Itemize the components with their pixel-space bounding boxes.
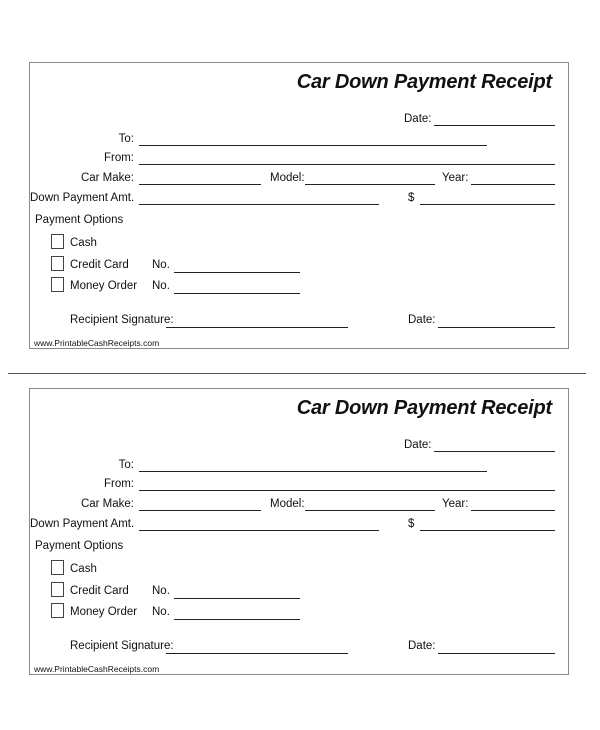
- cash-checkbox[interactable]: [51, 560, 64, 575]
- to-label: To:: [118, 459, 134, 471]
- to-field[interactable]: [139, 145, 487, 146]
- model-field[interactable]: [305, 510, 435, 511]
- down-payment-label: Down Payment Amt.: [30, 518, 135, 530]
- signature-field[interactable]: [166, 653, 348, 654]
- amount-field[interactable]: [420, 204, 555, 205]
- receipt-bottom: [29, 388, 569, 675]
- money-order-no-field[interactable]: [174, 293, 300, 294]
- date2-field[interactable]: [438, 653, 555, 654]
- credit-card-label: Credit Card: [70, 585, 129, 597]
- cut-line: [8, 373, 586, 374]
- cash-checkbox[interactable]: [51, 234, 64, 249]
- currency-symbol: $: [408, 192, 415, 204]
- from-field[interactable]: [139, 164, 555, 165]
- receipt-title: Car Down Payment Receipt: [296, 397, 552, 419]
- down-payment-label: Down Payment Amt.: [30, 192, 135, 204]
- credit-card-no-label: No.: [152, 585, 170, 597]
- footer-url: www.PrintableCashReceipts.com: [34, 338, 160, 348]
- model-field[interactable]: [305, 184, 435, 185]
- car-make-label: Car Make:: [80, 172, 134, 184]
- credit-card-no-field[interactable]: [174, 272, 300, 273]
- year-label: Year:: [442, 172, 469, 184]
- down-payment-field[interactable]: [139, 530, 379, 531]
- date-field[interactable]: [434, 125, 555, 126]
- from-field[interactable]: [139, 490, 555, 491]
- money-order-no-label: No.: [152, 606, 170, 618]
- money-order-label: Money Order: [70, 606, 138, 618]
- model-label: Model:: [270, 172, 305, 184]
- signature-label: Recipient Signature:: [70, 640, 174, 652]
- signature-field[interactable]: [166, 327, 348, 328]
- from-label: From:: [103, 152, 134, 164]
- to-field[interactable]: [139, 471, 487, 472]
- car-make-field[interactable]: [139, 510, 261, 511]
- from-label: From:: [103, 478, 134, 490]
- currency-symbol: $: [408, 518, 415, 530]
- credit-card-no-field[interactable]: [174, 598, 300, 599]
- money-order-no-field[interactable]: [174, 619, 300, 620]
- date2-label: Date:: [408, 314, 436, 326]
- receipt-title: Car Down Payment Receipt: [296, 71, 552, 93]
- to-label: To:: [118, 133, 134, 145]
- down-payment-field[interactable]: [139, 204, 379, 205]
- footer-url: www.PrintableCashReceipts.com: [34, 664, 160, 674]
- credit-card-no-label: No.: [152, 259, 170, 271]
- year-field[interactable]: [471, 510, 555, 511]
- date2-field[interactable]: [438, 327, 555, 328]
- date-field[interactable]: [434, 451, 555, 452]
- date-label: Date:: [404, 439, 432, 451]
- cash-label: Cash: [70, 563, 97, 575]
- receipt-top: [29, 62, 569, 349]
- credit-card-checkbox[interactable]: [51, 582, 64, 597]
- payment-options-label: Payment Options: [35, 214, 124, 226]
- credit-card-label: Credit Card: [70, 259, 129, 271]
- money-order-checkbox[interactable]: [51, 603, 64, 618]
- model-label: Model:: [270, 498, 305, 510]
- year-label: Year:: [442, 498, 469, 510]
- cash-label: Cash: [70, 237, 97, 249]
- date-label: Date:: [404, 113, 432, 125]
- money-order-label: Money Order: [70, 280, 138, 292]
- car-make-label: Car Make:: [80, 498, 134, 510]
- payment-options-label: Payment Options: [35, 540, 124, 552]
- money-order-no-label: No.: [152, 280, 170, 292]
- amount-field[interactable]: [420, 530, 555, 531]
- credit-card-checkbox[interactable]: [51, 256, 64, 271]
- year-field[interactable]: [471, 184, 555, 185]
- date2-label: Date:: [408, 640, 436, 652]
- signature-label: Recipient Signature:: [70, 314, 174, 326]
- money-order-checkbox[interactable]: [51, 277, 64, 292]
- car-make-field[interactable]: [139, 184, 261, 185]
